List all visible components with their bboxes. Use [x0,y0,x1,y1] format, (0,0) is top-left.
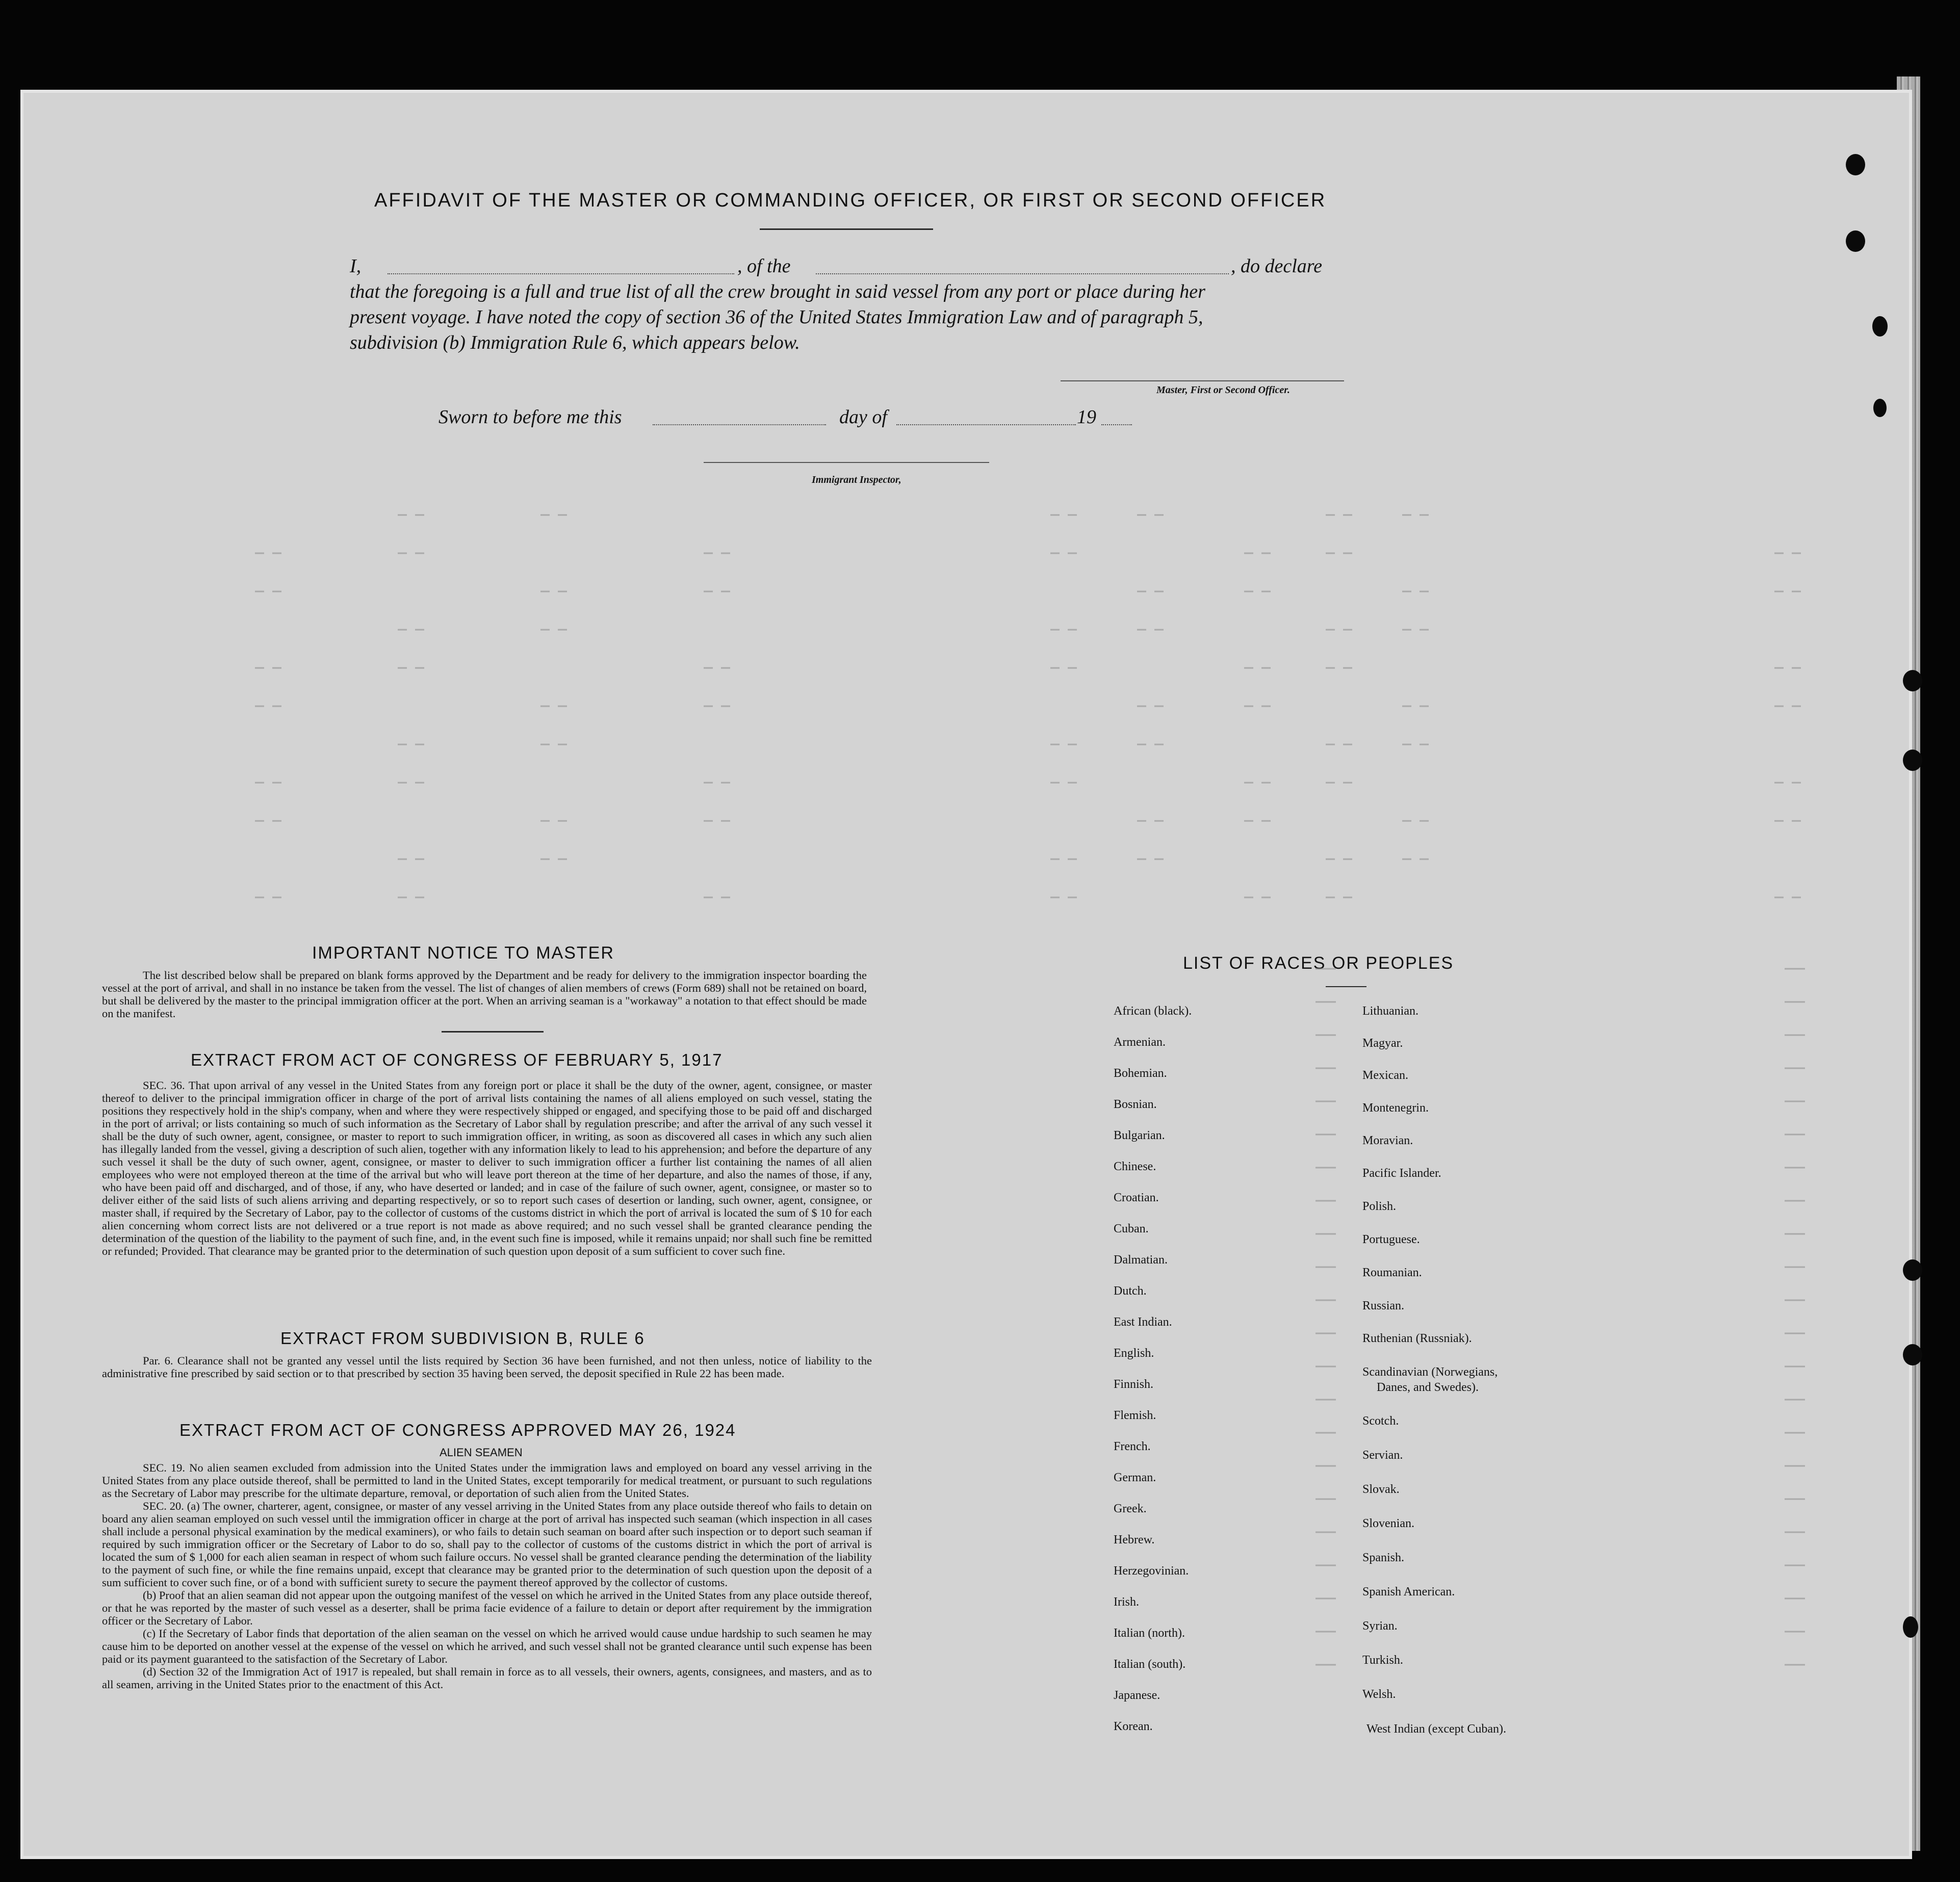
race-left: Dutch. [1114,1284,1147,1298]
race-left: Korean. [1114,1720,1153,1733]
race-right: Spanish American. [1362,1585,1455,1599]
affidavit-line-1 [350,255,361,277]
signature-caption: Master, First or Second Officer. [1156,384,1290,396]
race-left: English. [1114,1347,1154,1360]
race-right: Scandinavian (Norwegians, [1362,1365,1498,1379]
race-left: Italian (north). [1114,1627,1185,1640]
notice-title: IMPORTANT NOTICE TO MASTER [312,943,614,963]
race-right: Spanish. [1362,1551,1405,1564]
extract-rule6-text [102,1354,872,1380]
extract-1917-title: EXTRACT FROM ACT OF CONGRESS OF FEBRUARY 5, 1917 [191,1050,723,1069]
race-right: Servian. [1362,1449,1403,1462]
race-right: Moravian. [1362,1134,1413,1147]
race-right: Ruthenian (Russniak). [1362,1332,1472,1345]
race-right: Montenegrin. [1362,1101,1429,1115]
section-36-paragraph: SEC. 36. That upon arrival of any vessel in the United States from any foreign port or place it shall be the duty of the owner, agent, consignee, or master thereof to deliver to the principal immigration officer in charge of the port of arrival lists containing the names of all aliens employed on such vessel, stating the positions they respectively hold in the ship's company, when and where they were respectively shipped or engaged, and specifying those to be paid off and discharged in the port of arrival; or lists containing so much of such information as the Secretary of Labor shall by regulation prescribe; and after the arrival of any such vessel it shall be the duty of such owner, agent, consignee, or master to report to such immigration officer, in writing, as soon as discovered all cases in which any such alien has illegally landed from the vessel, giving a description of such alien, together with any information likely to lead to his apprehension; and before the departure of any such vessel it shall be the duty of such owner, agent, consignee, or master to deliver to such immigration officer a further list containing the names of all alien employees who were not employed thereon at the time of the arrival but who will leave port thereon at the time of her departure, and also the names of those, if any, who have been paid off and discharged, and of those, if any, who have deserted or landed; and in case of the failure of such owner, agent, consignee, or master so to deliver either of the said lists of such aliens arriving and departing respectively, or so to report such cases of desertion or landing, such owner, agent, consignee, or master shall, if required by the Secretary of Labor, pay to the collector of customs of the customs district in which the port of arrival is located the sum of $ 10 for each alien concerning whom correct lists are not delivered or a true report is not made as above required; and no such vessel shall be granted clearance pending the determination of the question of the liability to the payment of such fine, and, in the event such fine is imposed, while it remains unpaid; nor shall such fine be remitted or refunded; Provided. That clearance may be granted prior to the determination of such question upon deposit of a sum sufficient to cover such fine. [102,1079,872,1257]
race-left: Flemish. [1114,1409,1156,1422]
day-of-text: day of [839,406,887,428]
punch-hole [1846,154,1865,175]
race-left: Hebrew. [1114,1533,1155,1546]
race-left: Croatian. [1114,1191,1159,1204]
race-left: East Indian. [1114,1316,1172,1329]
race-right: Turkish. [1362,1654,1403,1667]
race-left: German. [1114,1471,1156,1484]
punch-hole [1903,1616,1918,1638]
notice-paragraph: The list described below shall be prepared on blank forms approved by the Department and be ready for delivery to the immigration inspector boarding the vessel at the port of arrival, and shall in no instance be taken from the vessel. The list of changes of alien members of crews (Form 689) shall not be retained on board, but shall be delivered by the master to the principal immigration officer at the port. When an arriving seaman is a "workaway" a notation to that effect should be made on the manifest. [102,969,867,1020]
punch-hole [1872,316,1888,337]
year-blank[interactable] [1101,424,1132,425]
affidavit-i: I, [350,255,362,277]
race-left: Bohemian. [1114,1067,1167,1080]
inspector-caption: Immigrant Inspector, [812,474,901,485]
races-title: LIST OF RACES OR PEOPLES [1183,953,1454,973]
race-right: Slovak. [1362,1483,1400,1496]
race-right: Mexican. [1362,1069,1408,1082]
race-right: West Indian (except Cuban). [1366,1722,1506,1736]
signature-line[interactable] [1061,380,1344,381]
race-right: Slovenian. [1362,1517,1414,1530]
inspector-signature-line[interactable] [704,462,989,463]
punch-hole [1846,230,1865,252]
race-left: Italian (south). [1114,1658,1186,1671]
race-right: Magyar. [1362,1037,1403,1050]
affidavit-title: AFFIDAVIT OF THE MASTER OR COMMANDING OFFICER, OR FIRST OR SECOND OFFICER [374,190,1327,211]
sec-19-paragraph: SEC. 19. No alien seamen excluded from admission into the United States under the immigration laws and employed on board any vessel arriving in the United States from any place outside thereof, shall be permitted to land in the United States, except temporarily for medical treatment, or pursuant to such regulations as the Secretary of Labor may prescribe for the ultimate departure, removal, or deportation of such alien from the United States. [102,1461,872,1500]
race-left: Herzegovinian. [1114,1564,1189,1578]
affidavit-of-the: , of the [737,255,791,277]
affidavit-declare: , do declare [1231,255,1323,277]
alien-seamen-subtitle: ALIEN SEAMEN [440,1446,523,1459]
rule-6-paragraph: Par. 6. Clearance shall not be granted any vessel until the lists required by Section 36 have been furnished, and not then unless, notice of liability to the administrative fine prescribed by said section or to that prescribed by section 35 having been served, the deposit specified in Rule 22 has been made. [102,1354,872,1380]
race-right: Syrian. [1362,1619,1398,1633]
punch-hole [1903,750,1922,771]
race-right: Danes, and Swedes). [1377,1381,1479,1394]
extract-1924-title: EXTRACT FROM ACT OF CONGRESS APPROVED MAY 26, 1924 [179,1421,736,1439]
month-blank[interactable] [896,424,1076,425]
race-left: Bulgarian. [1114,1129,1165,1142]
punch-hole [1903,1344,1922,1365]
extract-rule6-title: EXTRACT FROM SUBDIVISION B, RULE 6 [280,1329,645,1348]
race-left: Greek. [1114,1502,1147,1515]
race-left: Cuban. [1114,1222,1149,1235]
race-right: Pacific Islander. [1362,1167,1441,1180]
sec-20a-paragraph: SEC. 20. (a) The owner, charterer, agent, consignee, or master of any vessel arriving in the United States from any place outside thereof who fails to detain on board any alien seaman employed on such vessel until the immigration officer in charge at the port of arrival has inspected such seaman (which inspection in all cases shall include a personal physical examination by the medical examiners), or who fails to detain such seaman on board after such inspection or to deport such seaman if required by such immigration officer or the Secretary of Labor to do so, shall pay to the collector of customs of the customs district in which the port of arrival is located the sum of $ 1,000 for each alien seaman in respect of whom such failure occurs. No vessel shall be granted clearance pending the determination of the liability to the payment of such fine, or while the fine remains unpaid, except that clearance may be granted prior to the determination of such question upon the deposit of a sum sufficient to cover such fine, or of a bond with sufficient surety to secure the payment thereof approved by the collector of customs. [102,1500,872,1589]
extract-1917-text [102,1079,872,1257]
race-right: Welsh. [1362,1688,1396,1701]
sec-20d-paragraph: (d) Section 32 of the Immigration Act of 1917 is repealed, but shall remain in force as to all vessels, their owners, agents, consignees, and masters, and as to all seamen, arriving in the United States prior to the enactment of this Act. [102,1665,872,1691]
affidavit-line-4: subdivision (b) Immigration Rule 6, which appears below. [350,332,800,353]
punch-hole [1873,399,1887,417]
race-right: Russian. [1362,1299,1405,1312]
race-right: Scotch. [1362,1414,1399,1428]
race-left: French. [1114,1440,1151,1453]
sworn-day-blank[interactable] [653,424,826,425]
section-divider [442,1031,544,1033]
race-left: Bosnian. [1114,1098,1157,1111]
race-right: Lithuanian. [1362,1004,1419,1018]
race-left: Armenian. [1114,1036,1166,1049]
affidavit-line-3: present voyage. I have noted the copy of section 36 of the United States Immigration Law and of paragraph 5, [350,306,1203,328]
name-blank[interactable] [388,273,734,274]
punch-hole [1903,1259,1922,1281]
punch-hole [1903,670,1922,691]
race-right: Portuguese. [1362,1233,1420,1246]
race-left: Dalmatian. [1114,1253,1168,1267]
extract-1924-text [102,1461,872,1691]
year-prefix: 19 [1077,406,1096,428]
sworn-text: Sworn to before me this [439,406,622,428]
race-right: Roumanian. [1362,1266,1422,1279]
vessel-blank[interactable] [816,273,1229,274]
race-right: Polish. [1362,1200,1397,1213]
affidavit-line-2: that the foregoing is a full and true list of all the crew brought in said vessel from any port or place during her [350,281,1205,302]
races-underline [1326,986,1366,987]
race-left: African (black). [1114,1004,1192,1018]
race-left: Japanese. [1114,1689,1160,1702]
sec-20c-paragraph: (c) If the Secretary of Labor finds that deportation of the alien seaman on the vessel on which he arrived would cause undue hardship to such seamen he may cause him to be deported on another vessel at the expense of the vessel on which he arrived, and such vessel shall not be granted clearance until such expense has been paid or its payment guaranteed to the satisfaction of the Secretary of Labor. [102,1627,872,1665]
notice-text [102,969,867,1020]
race-left: Irish. [1114,1595,1139,1609]
title-underline [760,228,933,230]
sec-20b-paragraph: (b) Proof that an alien seaman did not appear upon the outgoing manifest of the vessel on which he arrived in the United States from any place outside thereof, or that he was reported by the master of such vessel as a deserter, shall be prima facie evidence of a failure to detain or deport after requirement by the immigration officer or the Secretary of Labor. [102,1589,872,1627]
race-left: Finnish. [1114,1378,1154,1391]
race-left: Chinese. [1114,1160,1156,1173]
